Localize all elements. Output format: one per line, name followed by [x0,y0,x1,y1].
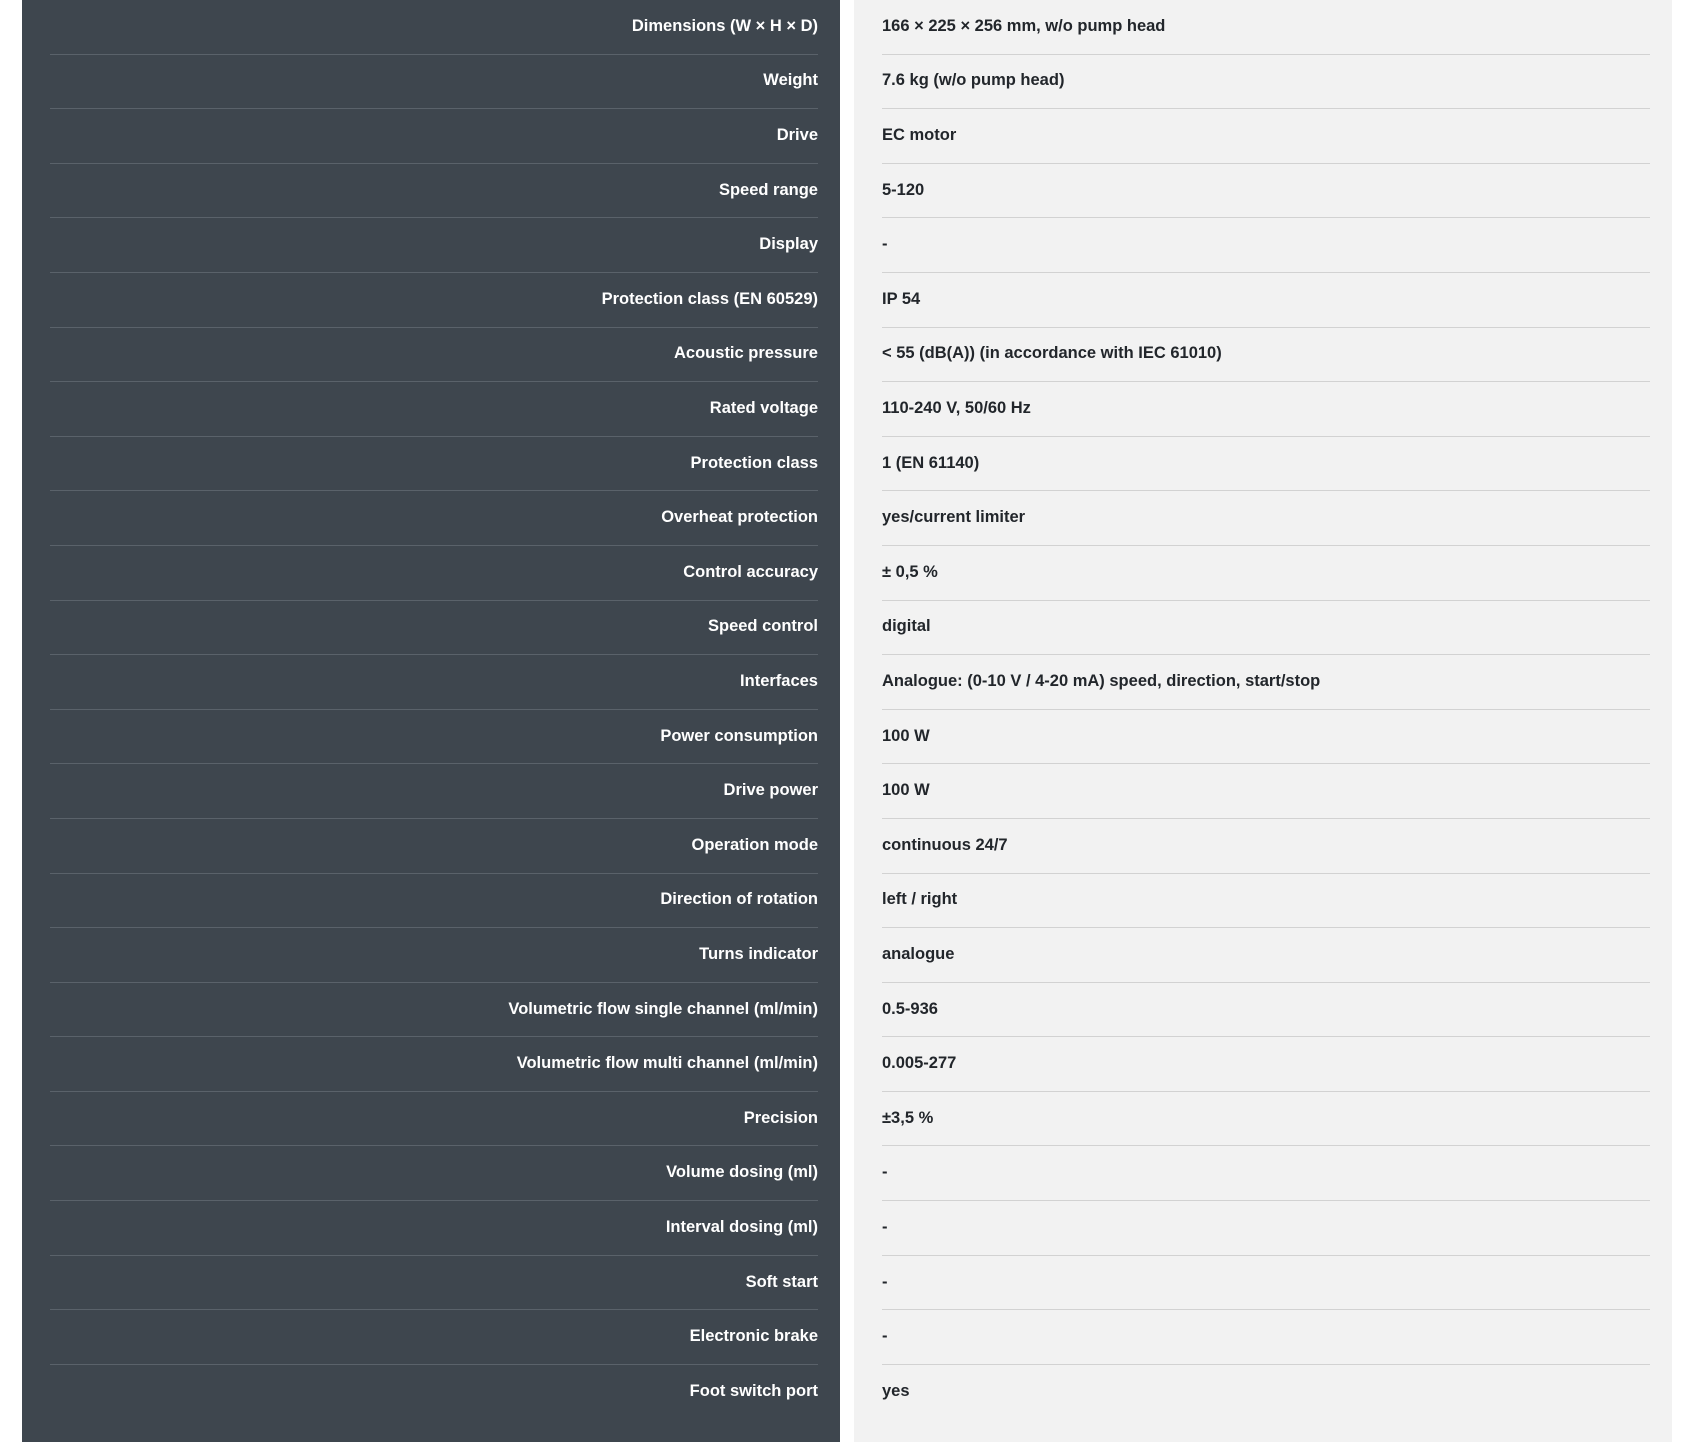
spec-label-row [50,1201,818,1256]
spec-value-row [882,437,1650,492]
spec-label-row [50,218,818,273]
spec-value-row [882,1256,1650,1311]
spec-value: ±3,5 % [882,1108,934,1127]
spec-label-row [50,983,818,1038]
specification-values-column [854,0,1672,1442]
spec-label-row [50,655,818,710]
spec-label: Volumetric flow single channel (ml/min) [508,999,818,1018]
spec-value: 100 W [882,781,930,800]
spec-label-row [50,382,818,437]
spec-value: 0.005-277 [882,1054,957,1073]
spec-label-row [50,1092,818,1147]
spec-value-row [882,601,1650,656]
spec-label: Weight [763,71,818,90]
spec-value-row [882,1310,1650,1365]
spec-value-row [882,764,1650,819]
spec-value: digital [882,617,931,636]
spec-label: Operation mode [691,835,818,854]
spec-value: - [882,1272,888,1291]
spec-value-row [882,874,1650,929]
spec-value: 1 (EN 61140) [882,453,980,472]
spec-label-row [50,55,818,110]
spec-label-row [50,819,818,874]
spec-value: Analogue: (0-10 V / 4-20 mA) speed, direction, start/stop [882,672,1321,691]
spec-label: Direction of rotation [660,890,818,909]
spec-label: Speed control [707,617,818,636]
spec-value: - [882,1217,888,1236]
spec-value: ± 0,5 % [882,562,938,581]
spec-label: Turns indicator [699,944,818,963]
spec-label: Interval dosing (ml) [665,1217,818,1236]
spec-value-row [882,273,1650,328]
spec-label-row [50,1037,818,1092]
spec-value-row [882,55,1650,110]
spec-value: continuous 24/7 [882,835,1008,854]
spec-label: Display [759,235,818,254]
spec-value: < 55 (dB(A)) (in accordance with IEC 61010) [882,344,1222,363]
spec-value: - [882,1327,888,1346]
spec-label-row [50,437,818,492]
spec-label: Power consumption [660,726,818,745]
spec-label: Protection class [690,453,818,472]
spec-label: Volume dosing (ml) [666,1163,818,1182]
spec-value-row [882,382,1650,437]
spec-label: Overheat protection [661,508,818,527]
spec-value-row [882,710,1650,765]
specification-labels-column [22,0,840,1442]
spec-label: Rated voltage [709,399,818,418]
spec-value-row [882,928,1650,983]
spec-label-row [50,546,818,601]
spec-value: yes [882,1382,910,1401]
spec-value: left / right [882,890,958,909]
spec-label: Acoustic pressure [674,344,818,363]
spec-value: 110-240 V, 50/60 Hz [882,399,1031,418]
spec-label: Control accuracy [683,562,818,581]
spec-label-row [50,928,818,983]
spec-value: - [882,1163,888,1182]
spec-label-row [50,1146,818,1201]
spec-label: Protection class (EN 60529) [601,289,818,308]
spec-value: 0.5-936 [882,999,938,1018]
spec-label-row [50,1365,818,1420]
spec-label-row [50,874,818,929]
spec-label: Interfaces [740,672,818,691]
spec-label: Volumetric flow multi channel (ml/min) [516,1054,818,1073]
spec-label-row [50,273,818,328]
spec-value: 100 W [882,726,930,745]
spec-label-row [50,710,818,765]
spec-label-row [50,109,818,164]
spec-value: IP 54 [882,289,921,308]
spec-label: Precision [743,1108,818,1127]
spec-value-row [882,819,1650,874]
spec-value-row [882,0,1650,55]
spec-label: Foot switch port [689,1382,818,1401]
spec-label-row [50,491,818,546]
spec-value-row [882,1365,1650,1420]
spec-value-row [882,1146,1650,1201]
spec-label-row [50,601,818,656]
spec-value: 7.6 kg (w/o pump head) [882,71,1065,90]
spec-label-row [50,0,818,55]
spec-value-row [882,1037,1650,1092]
spec-value-row [882,109,1650,164]
spec-value: 166 × 225 × 256 mm, w/o pump head [882,16,1166,35]
spec-value-row [882,655,1650,710]
spec-label-row [50,328,818,383]
spec-label: Drive [776,126,818,145]
spec-label: Dimensions (W × H × D) [631,16,818,35]
spec-label-row [50,164,818,219]
spec-label-row [50,764,818,819]
spec-value-row [882,218,1650,273]
spec-value: yes/current limiter [882,508,1026,527]
spec-value: 5-120 [882,180,925,199]
spec-value-row [882,983,1650,1038]
spec-label: Soft start [745,1272,818,1291]
specification-table [22,0,1672,1442]
spec-value-row [882,164,1650,219]
spec-value-row [882,1092,1650,1147]
spec-label-row [50,1256,818,1311]
spec-label: Electronic brake [689,1327,818,1346]
spec-value-row [882,1201,1650,1256]
spec-label-row [50,1310,818,1365]
spec-value: - [882,235,888,254]
spec-value-row [882,546,1650,601]
spec-value: EC motor [882,126,957,145]
spec-label: Speed range [718,180,818,199]
spec-value-row [882,491,1650,546]
spec-label: Drive power [723,781,818,800]
spec-value-row [882,328,1650,383]
spec-value: analogue [882,944,955,963]
